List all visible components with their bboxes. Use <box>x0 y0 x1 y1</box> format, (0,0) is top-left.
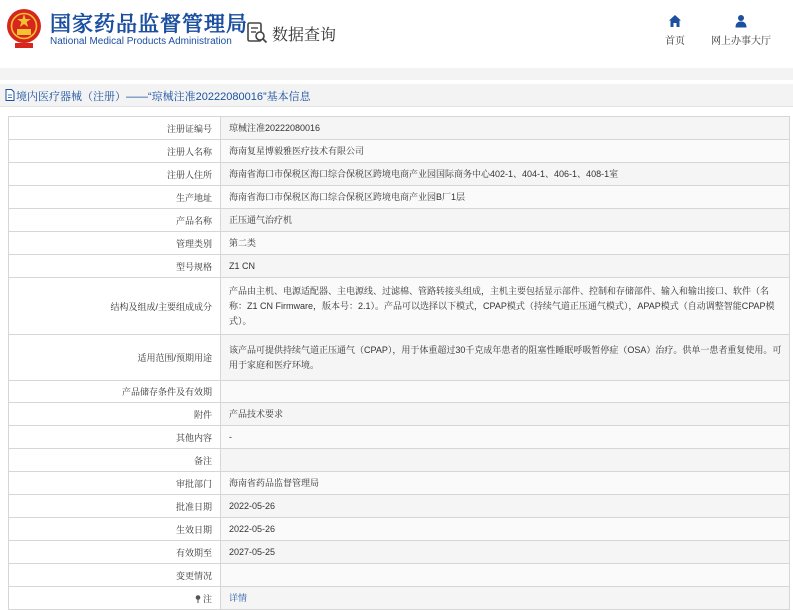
production-address-label <box>9 186 221 209</box>
data-query-label: 数据查询 <box>272 26 337 44</box>
registrant-name-value <box>221 140 790 163</box>
intended-use-label-text: 适用范围/预期用途 <box>137 353 212 363</box>
row-storage-conditions <box>9 381 790 403</box>
product-name-label-text: 产品名称 <box>175 215 212 226</box>
site-title: 国家药品监督管理局 <box>50 13 248 36</box>
structure-composition-value <box>221 278 790 335</box>
row-change-history <box>9 564 790 587</box>
document-icon <box>5 89 15 101</box>
note-value[interactable] <box>221 587 790 610</box>
approval-date-label-text: 批准日期 <box>175 501 212 512</box>
change-history-value <box>221 564 790 587</box>
row-other-content <box>9 426 790 449</box>
remarks-value <box>221 449 790 472</box>
other-content-value <box>221 426 790 449</box>
registrant-name-label-text: 注册人名称 <box>166 146 212 157</box>
attachment-label <box>9 403 221 426</box>
row-registrant-address <box>9 163 790 186</box>
data-query-link[interactable] <box>246 19 336 47</box>
nav-online-office-button[interactable] <box>708 14 774 47</box>
registrant-address-label-text: 注册人住所 <box>166 169 212 180</box>
effective-date-label-text: 生效日期 <box>175 524 212 535</box>
other-content-label <box>9 426 221 449</box>
production-address-label-text: 生产地址 <box>175 192 212 203</box>
effective-date-label <box>9 518 221 541</box>
row-management-category <box>9 232 790 255</box>
remarks-label-text: 备注 <box>193 455 212 466</box>
page-title-bar <box>0 84 793 107</box>
structure-composition-value-text: 产品由主机、电源适配器、主电源线、过滤棉、管路转接头组成，主机主要包括显示部件、控制和存储部件、输入和输出接口、软件（名称：Z1 CN Firmware，版本号：2.1）。产品可以选择以下模式，CPAP模式（持续气道正压通气模式），APAP模式（自动调整智能CPAP模式）。 <box>229 285 775 326</box>
valid-until-label <box>9 541 221 564</box>
storage-conditions-label-text: 产品储存条件及有效期 <box>121 387 212 397</box>
management-category-value <box>221 232 790 255</box>
structure-composition-label-text: 结构及组成/主要组成成分 <box>110 301 212 312</box>
attachment-value <box>221 403 790 426</box>
model-spec-value <box>221 255 790 278</box>
approval-department-value-text: 海南省药品监督管理局 <box>229 477 320 488</box>
management-category-value-text: 第二类 <box>229 237 257 248</box>
storage-conditions-label <box>9 381 221 403</box>
approval-department-label <box>9 472 221 495</box>
details-link[interactable]: 详情 <box>229 592 248 603</box>
intended-use-value-text: 该产品可提供持续气道正压通气（CPAP），用于体重超过30千克成年患者的阻塞性睡眠呼吸暂停症（OSA）治疗。供单一患者重复使用。可用于家庭和医疗环境。 <box>229 344 782 370</box>
row-attachment <box>9 403 790 426</box>
management-category-label <box>9 232 221 255</box>
header-divider <box>0 68 793 80</box>
structure-composition-label <box>9 278 221 335</box>
row-valid-until <box>9 541 790 564</box>
document-search-icon <box>246 21 268 45</box>
management-category-label-text: 管理类别 <box>175 238 212 249</box>
registration-number-value <box>221 117 790 140</box>
approval-date-value-text: 2022-05-26 <box>229 500 276 511</box>
approval-department-label-text: 审批部门 <box>175 478 212 489</box>
valid-until-value <box>221 541 790 564</box>
approval-department-value <box>221 472 790 495</box>
effective-date-value-text: 2022-05-26 <box>229 523 276 534</box>
production-address-value <box>221 186 790 209</box>
model-spec-value-text: Z1 CN <box>229 260 256 271</box>
note-label <box>9 587 221 610</box>
production-address-value-text: 海南省海口市保税区海口综合保税区跨境电商产业园B厂1层 <box>229 191 466 202</box>
row-note <box>9 587 790 610</box>
row-approval-date <box>9 495 790 518</box>
row-approval-department <box>9 472 790 495</box>
note-label-text: 注 <box>202 593 212 604</box>
row-product-name <box>9 209 790 232</box>
other-content-value-text: - <box>229 431 232 442</box>
other-content-label-text: 其他内容 <box>175 432 212 443</box>
change-history-label <box>9 564 221 587</box>
valid-until-value-text: 2027-05-25 <box>229 546 276 557</box>
attachment-label-text: 附件 <box>193 409 212 420</box>
approval-date-label <box>9 495 221 518</box>
effective-date-value <box>221 518 790 541</box>
model-spec-label <box>9 255 221 278</box>
change-history-label-text: 变更情况 <box>175 570 212 581</box>
national-emblem-icon <box>6 6 42 50</box>
nav-online-office-label: 网上办事大厅 <box>711 36 771 47</box>
model-spec-label-text: 型号规格 <box>175 261 212 272</box>
registrant-address-value-text: 海南省海口市保税区海口综合保税区跨境电商产业园国际商务中心402-1、404-1、406-1、408-1室 <box>229 168 619 179</box>
registrant-address-label <box>9 163 221 186</box>
user-icon <box>734 14 748 28</box>
row-registrant-name <box>9 140 790 163</box>
intended-use-value <box>221 335 790 381</box>
storage-conditions-value <box>221 381 790 403</box>
registration-number-label-text: 注册证编号 <box>166 123 212 134</box>
nav-home-button[interactable] <box>660 14 690 47</box>
product-name-label <box>9 209 221 232</box>
registrant-name-value-text: 海南复星博毅雅医疗技术有限公司 <box>229 145 365 156</box>
remarks-label <box>9 449 221 472</box>
row-intended-use <box>9 335 790 381</box>
registration-number-label <box>9 117 221 140</box>
device-info-table <box>8 116 790 610</box>
page-title: 境内医疗器械（注册）——“琼械注准20222080016”基本信息 <box>16 91 311 103</box>
nav-home-label: 首页 <box>665 36 685 47</box>
row-structure-composition <box>9 278 790 335</box>
registration-number-value-text: 琼械注准20222080016 <box>229 122 321 133</box>
row-production-address <box>9 186 790 209</box>
product-name-value <box>221 209 790 232</box>
approval-date-value <box>221 495 790 518</box>
pin-icon <box>195 595 201 603</box>
row-model-spec <box>9 255 790 278</box>
registrant-address-value <box>221 163 790 186</box>
row-effective-date <box>9 518 790 541</box>
home-icon <box>668 14 682 28</box>
attachment-value-text: 产品技术要求 <box>229 408 284 419</box>
site-subtitle: National Medical Products Administration <box>50 36 232 47</box>
valid-until-label-text: 有效期至 <box>175 547 212 558</box>
site-header <box>0 0 793 68</box>
intended-use-label <box>9 335 221 381</box>
product-name-value-text: 正压通气治疗机 <box>229 214 293 225</box>
row-registration-number <box>9 117 790 140</box>
registrant-name-label <box>9 140 221 163</box>
row-remarks <box>9 449 790 472</box>
